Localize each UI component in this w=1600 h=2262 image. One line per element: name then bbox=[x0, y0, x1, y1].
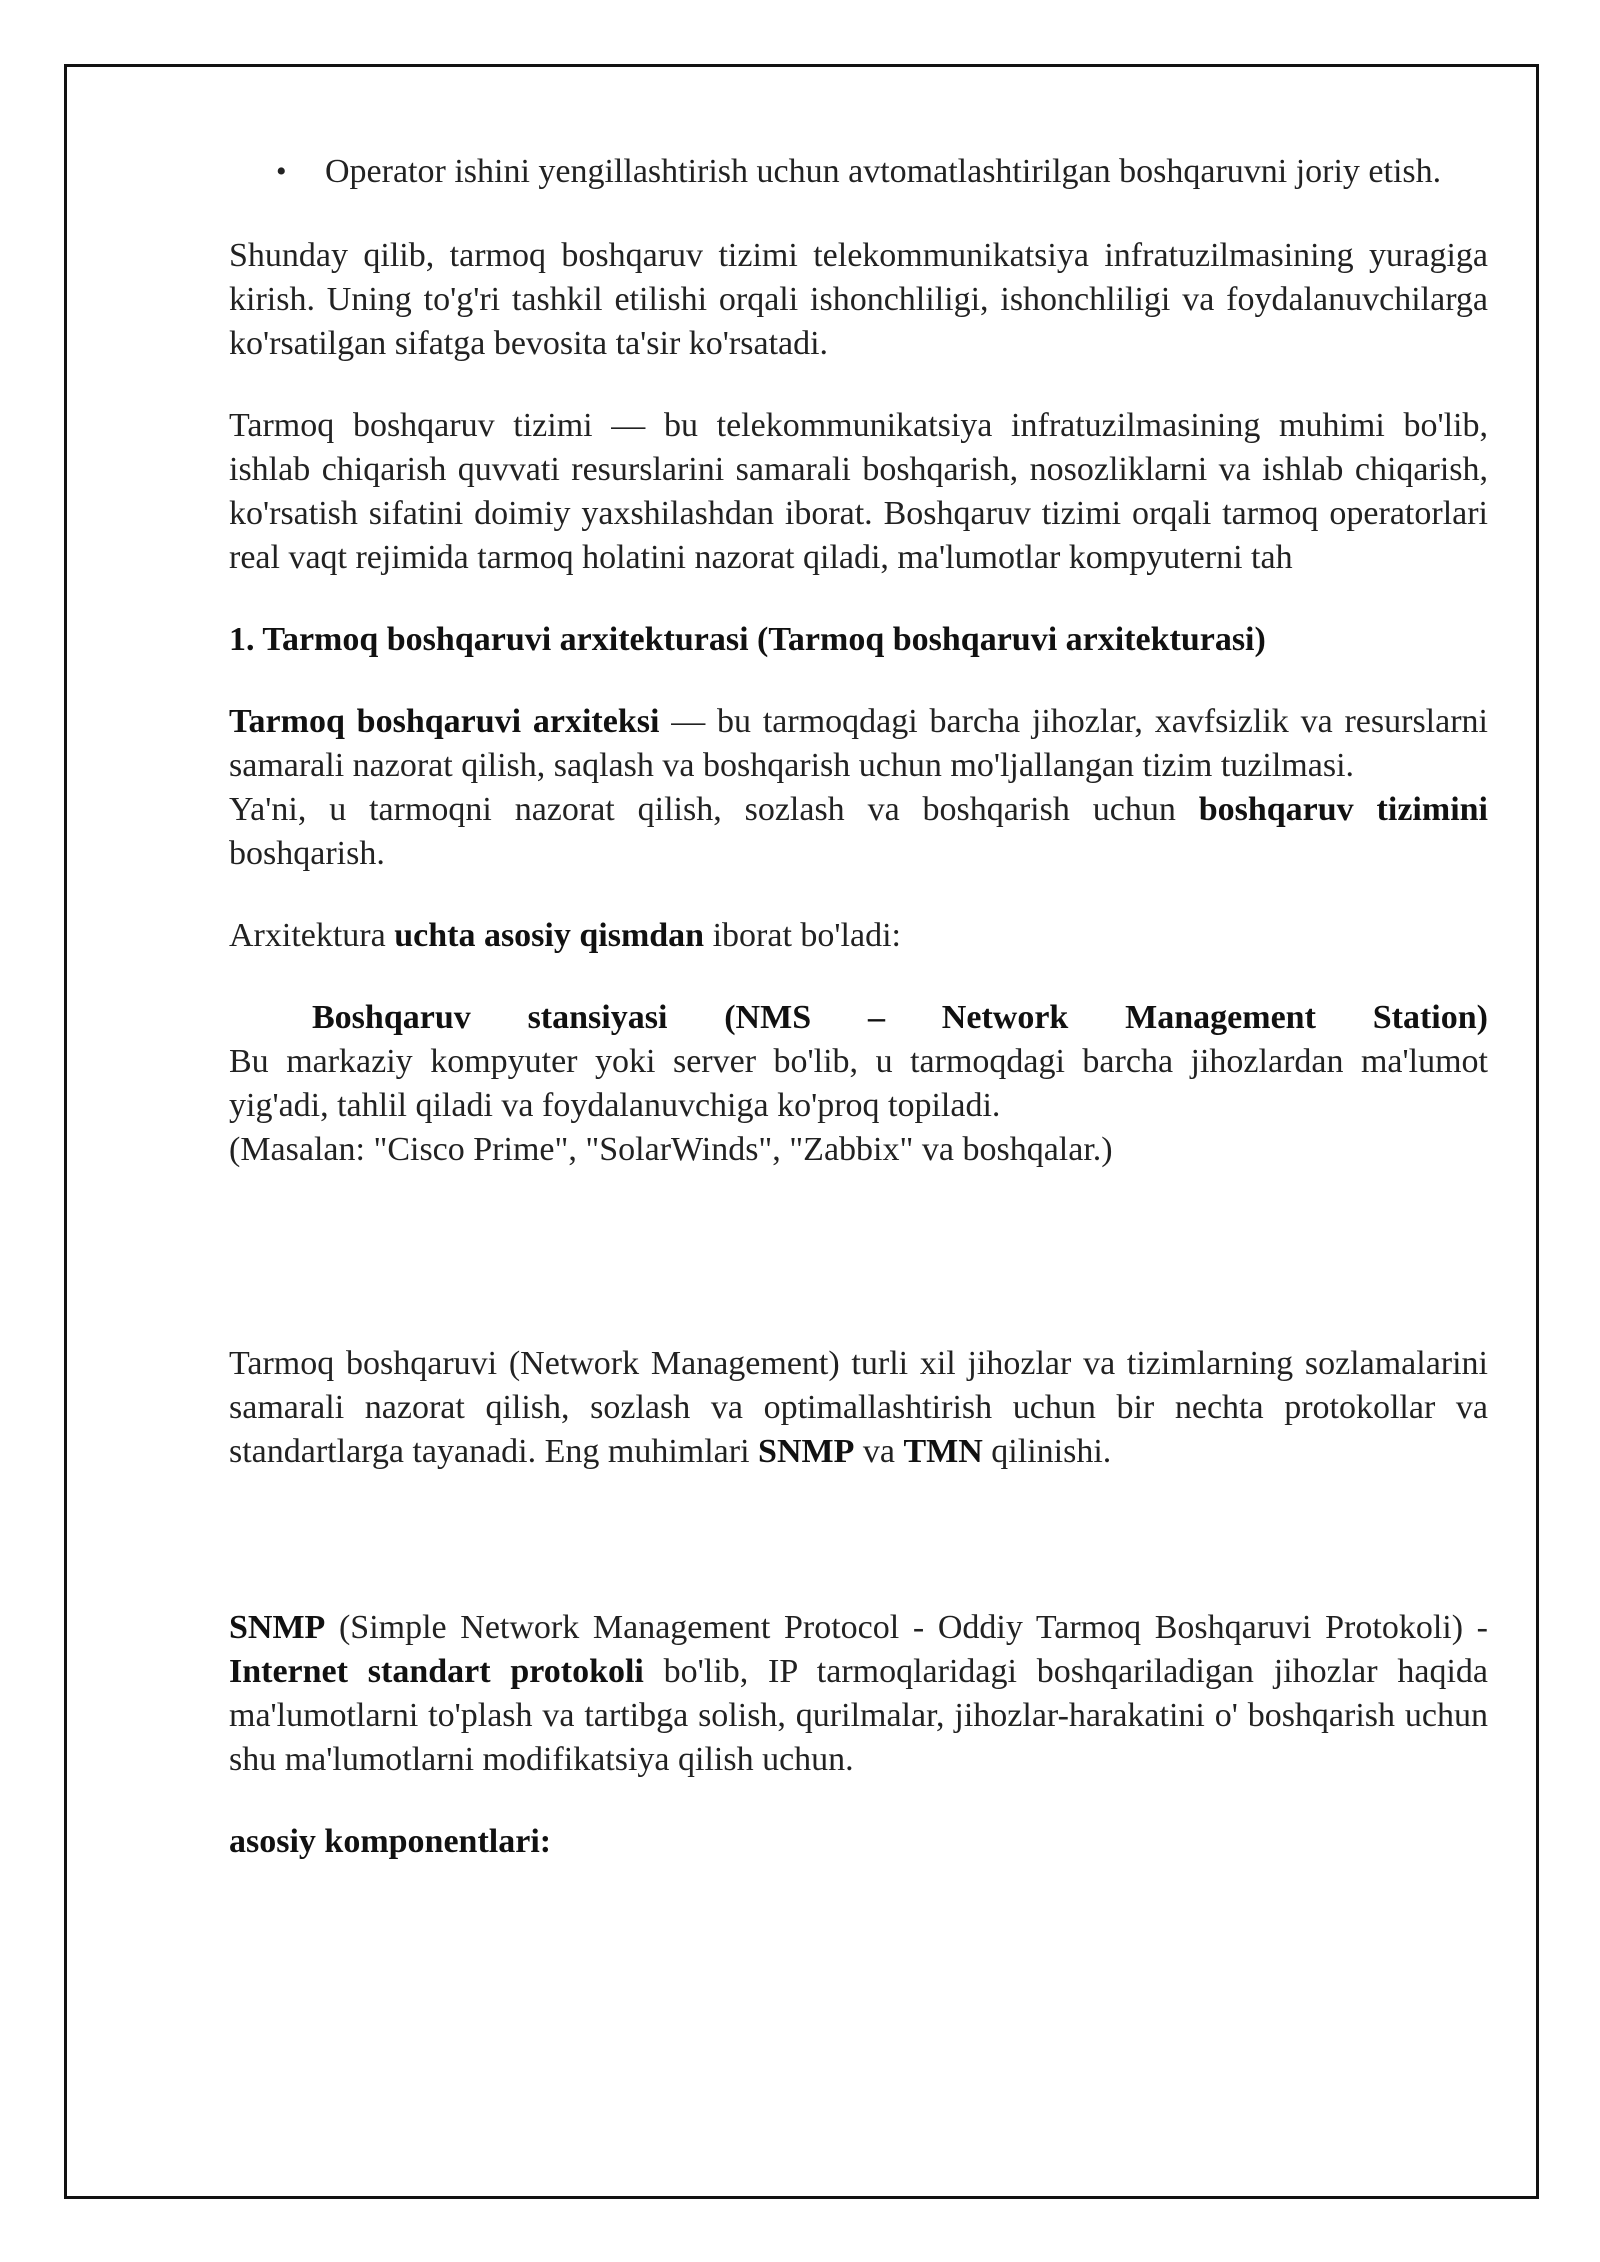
nms-description: Bu markaziy kompyuter yoki server bo'lib, u tarmoqdagi barcha jihozlardan ma'lumot yig'adi, tahlil qiladi va foydalanuvchiga ko'proq topiladi. bbox=[229, 1043, 1488, 1124]
section-heading: 1. Tarmoq boshqaruvi arxitekturasi (Tarmoq boshqaruvi arxitekturasi) bbox=[229, 621, 1266, 658]
bullet-list bbox=[229, 150, 1488, 194]
list-item bbox=[229, 150, 1488, 194]
paragraph-intro: Tarmoq boshqaruv tizimi — bu telekommunikatsiya infratuzilmasining muhimi bo'lib, ishlab chiqarish quvvati resurslarini samarali boshqarish, nosozliklarni va ishlab chiqarish, ko'rsatish sifatini doimiy yaxshilashdan iborat. Boshqaruv tizimi orqali tarmoq operatorlari real vaqt rejimida tarmoq holatini nazorat qiladi, ma'lumotlar kompyuterni tah bbox=[229, 407, 1488, 576]
term-three-parts: uchta asosiy qismdan bbox=[394, 917, 705, 954]
term-management-system: boshqaruv tizimini bbox=[1198, 791, 1488, 828]
term-snmp: SNMP bbox=[758, 1433, 855, 1470]
term-architecture: Tarmoq boshqaruvi arxiteksi bbox=[229, 703, 660, 740]
paragraph-summary: Shunday qilib, tarmoq boshqaruv tizimi telekommunikatsiya infratuzilmasining yuragiga kirish. Uning to'g'ri tashkil etilishi orqali ishonchliligi, ishonchliligi va foydalanuvchilarga ko'rsatilgan sifatga bevosita ta'sir ko'rsatadi. bbox=[229, 237, 1488, 362]
paragraph-architecture: Tarmoq boshqaruvi arxiteksi — bu tarmoqdagi barcha jihozlar, xavfsizlik va resurslarni samarali nazorat qilish, saqlash va boshqarish uchun mo'ljallangan tizim tuzilmasi. bbox=[229, 703, 1488, 784]
paragraph-network-management: Tarmoq boshqaruvi (Network Management) turli xil jihozlar va tizimlarning sozlamalarini samarali nazorat qilish, sozlash va optimallashtirish uchun bir nechta protokollar va standartlarga tayanadi. Eng muhimlari SNMP va TMN qilinishi. bbox=[229, 1345, 1488, 1470]
document-body bbox=[229, 150, 1488, 1864]
paragraph-architecture-explain: Ya'ni, u tarmoqni nazorat qilish, sozlash va boshqarish uchun boshqaruv tizimini boshqarish. bbox=[229, 791, 1488, 872]
bullet-icon: • bbox=[276, 155, 287, 188]
components-heading: asosiy komponentlari: bbox=[229, 1823, 552, 1860]
term-snmp-heading: SNMP bbox=[229, 1609, 326, 1646]
term-tmn: TMN bbox=[903, 1433, 983, 1470]
term-internet-standard: Internet standart protokoli bbox=[229, 1653, 644, 1690]
list-item-text: Operator ishini yengillashtirish uchun avtomatlashtirilgan boshqaruvni joriy etish. bbox=[325, 153, 1442, 190]
nms-title: Boshqaruv stansiyasi (NMS – Network Management Station) bbox=[312, 999, 1488, 1036]
paragraph-parts: Arxitektura uchta asosiy qismdan iborat bo'ladi: bbox=[229, 917, 901, 954]
nms-example: (Masalan: "Cisco Prime", "SolarWinds", "Zabbix" va boshqalar.) bbox=[229, 1131, 1113, 1168]
paragraph-snmp: SNMP (Simple Network Management Protocol - Oddiy Tarmoq Boshqaruvi Protokoli) - Internet standart protokoli bo'lib, IP tarmoqlaridagi boshqariladigan jihozlar haqida ma'lumotlarni to'plash va tartibga solish, qurilmalar, jihozlar-harakatini o' boshqarish uchun shu ma'lumotlarni modifikatsiya qilish uchun. bbox=[229, 1609, 1488, 1778]
